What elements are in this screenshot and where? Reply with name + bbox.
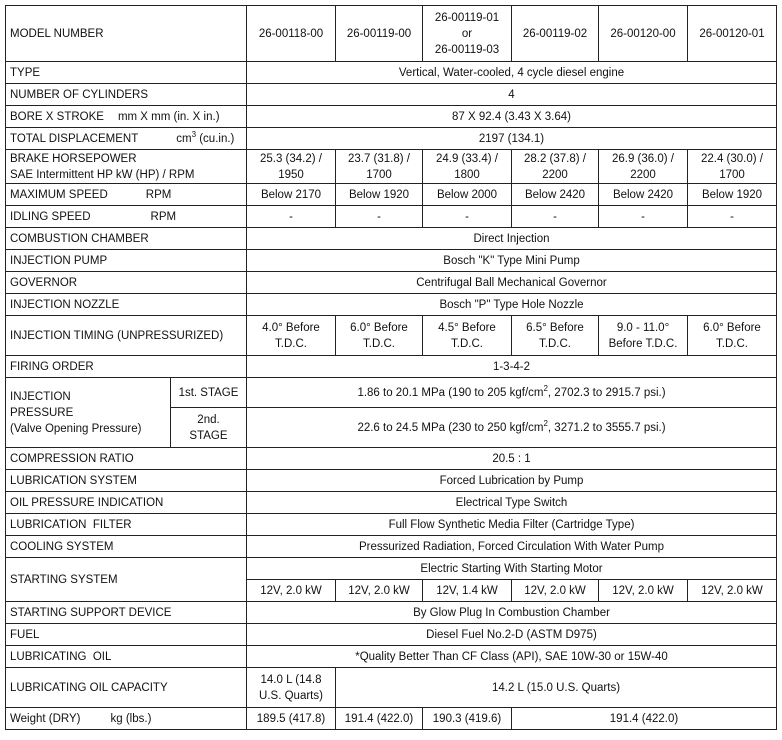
- starter-cell: 12V, 2.0 kW: [336, 580, 423, 602]
- row-type: [6, 62, 777, 84]
- row-value: Electric Starting With Starting Motor: [247, 558, 777, 580]
- row-injection-pressure-1: [6, 378, 777, 408]
- starter-cell: 12V, 2.0 kW: [688, 580, 777, 602]
- row-value: 4: [247, 84, 777, 106]
- speed-cell: Below 2420: [512, 184, 599, 206]
- stage-label: 2nd. STAGE: [171, 408, 247, 448]
- row-injection-pump: [6, 250, 777, 272]
- label-text: Weight (DRY): [10, 712, 81, 725]
- row-value: Centrifugal Ball Mechanical Governor: [247, 272, 777, 294]
- row-value: [247, 378, 777, 408]
- hp-cell: 26.9 (36.0) / 2200: [599, 150, 688, 184]
- unit-text: mm X mm (in. X in.): [117, 110, 220, 123]
- row-lubrication: [6, 470, 777, 492]
- row-label: INJECTION NOZZLE: [6, 294, 247, 316]
- label-text: TOTAL DISPLACEMENT: [10, 132, 139, 145]
- row-value: Bosch "P" Type Hole Nozzle: [247, 294, 777, 316]
- row-label: LUBRICATING OIL: [6, 646, 247, 668]
- starter-cell: 12V, 1.4 kW: [423, 580, 512, 602]
- value-pre: 1.86 to 20.1 MPa (190 to 205 kgf/cm: [357, 386, 544, 399]
- row-value: Direct Injection: [247, 228, 777, 250]
- timing-cell: 6.0° Before T.D.C.: [336, 316, 423, 356]
- row-label: COMPRESSION RATIO: [6, 448, 247, 470]
- model-cell: 26-00119-02: [512, 6, 599, 62]
- value-sup: 2: [543, 383, 548, 393]
- hp-cell: 22.4 (30.0) / 1700: [688, 150, 777, 184]
- unit-sup: 3: [191, 129, 197, 139]
- label-text: IDLING SPEED: [10, 210, 91, 223]
- hp-cell: 25.3 (34.2) / 1950: [247, 150, 336, 184]
- speed-cell: Below 2420: [599, 184, 688, 206]
- row-max-speed: [6, 184, 777, 206]
- row-value: Electrical Type Switch: [247, 492, 777, 514]
- value-sup: 2: [543, 418, 548, 428]
- row-label: STARTING SYSTEM: [6, 558, 247, 602]
- row-label: COMBUSTION CHAMBER: [6, 228, 247, 250]
- row-filter: [6, 514, 777, 536]
- row-value: Bosch "K" Type Mini Pump: [247, 250, 777, 272]
- row-injection-timing: [6, 316, 777, 356]
- hp-cell: 28.2 (37.8) / 2200: [512, 150, 599, 184]
- row-label: MODEL NUMBER: [6, 6, 247, 62]
- row-starting-support: [6, 602, 777, 624]
- row-value: [247, 408, 777, 448]
- weight-cell: 191.4 (422.0): [336, 708, 423, 730]
- row-fuel: [6, 624, 777, 646]
- row-governor: [6, 272, 777, 294]
- row-firing-order: [6, 356, 777, 378]
- row-weight: [6, 708, 777, 730]
- unit-post: (cu.in.): [196, 132, 235, 145]
- row-value: *Quality Better Than CF Class (API), SAE 10W-30 or 15W-40: [247, 646, 777, 668]
- row-label: INJECTION TIMING (UNPRESSURIZED): [6, 316, 247, 356]
- timing-cell: 6.5° Before T.D.C.: [512, 316, 599, 356]
- row-injection-nozzle: [6, 294, 777, 316]
- starter-cell: 12V, 2.0 kW: [599, 580, 688, 602]
- unit-text: kg (lbs.): [110, 712, 152, 725]
- row-value: Diesel Fuel No.2-D (ASTM D975): [247, 624, 777, 646]
- speed-cell: Below 1920: [336, 184, 423, 206]
- row-oil-pressure: [6, 492, 777, 514]
- row-cooling: [6, 536, 777, 558]
- value-pre: 22.6 to 24.5 MPa (230 to 250 kgf/cm: [357, 421, 544, 434]
- row-compression: [6, 448, 777, 470]
- row-lubricating-oil: [6, 646, 777, 668]
- row-label: OIL PRESSURE INDICATION: [6, 492, 247, 514]
- row-label: LUBRICATING OIL CAPACITY: [6, 668, 247, 708]
- label-text: BORE X STROKE: [10, 110, 104, 123]
- spec-table: [5, 5, 777, 730]
- speed-cell: Below 2170: [247, 184, 336, 206]
- timing-cell: 9.0 - 11.0° Before T.D.C.: [599, 316, 688, 356]
- idle-cell: -: [688, 206, 777, 228]
- hp-cell: 23.7 (31.8) / 1700: [336, 150, 423, 184]
- model-cell: 26-00119-01 or 26-00119-03: [423, 6, 512, 62]
- unit-text: RPM: [150, 210, 177, 223]
- row-displacement: [6, 128, 777, 150]
- starter-cell: 12V, 2.0 kW: [247, 580, 336, 602]
- row-label: GOVERNOR: [6, 272, 247, 294]
- starter-cell: 12V, 2.0 kW: [512, 580, 599, 602]
- unit-pre: cm: [176, 132, 192, 145]
- row-cylinders: [6, 84, 777, 106]
- row-value: 1-3-4-2: [247, 356, 777, 378]
- weight-cell: 190.3 (419.6): [423, 708, 512, 730]
- row-horsepower: [6, 150, 777, 184]
- label-text: MAXIMUM SPEED: [10, 188, 108, 201]
- model-cell: 26-00118-00: [247, 6, 336, 62]
- idle-cell: -: [247, 206, 336, 228]
- row-idling-speed: [6, 206, 777, 228]
- row-label: LUBRICATION FILTER: [6, 514, 247, 536]
- row-value: Full Flow Synthetic Media Filter (Cartridge Type): [247, 514, 777, 536]
- row-label: FUEL: [6, 624, 247, 646]
- capacity-cell: 14.2 L (15.0 U.S. Quarts): [336, 668, 777, 708]
- value-post: , 3271.2 to 3555.7 psi.): [547, 421, 666, 434]
- row-value: Pressurized Radiation, Forced Circulation With Water Pump: [247, 536, 777, 558]
- row-label: COOLING SYSTEM: [6, 536, 247, 558]
- row-label: INJECTION PUMP: [6, 250, 247, 272]
- row-label: [6, 106, 247, 128]
- row-combustion: [6, 228, 777, 250]
- row-label: LUBRICATION SYSTEM: [6, 470, 247, 492]
- value-post: , 2702.3 to 2915.7 psi.): [547, 386, 666, 399]
- capacity-cell: 14.0 L (14.8 U.S. Quarts): [247, 668, 336, 708]
- row-model-number: [6, 6, 777, 62]
- speed-cell: Below 2000: [423, 184, 512, 206]
- row-oil-capacity: [6, 668, 777, 708]
- row-bore-stroke: [6, 106, 777, 128]
- row-label: NUMBER OF CYLINDERS: [6, 84, 247, 106]
- row-value: 20.5 : 1: [247, 448, 777, 470]
- row-label: BRAKE HORSEPOWER SAE Intermittent HP kW (HP) / RPM: [6, 150, 247, 184]
- row-value: Vertical, Water-cooled, 4 cycle diesel engine: [247, 62, 777, 84]
- row-value: 2197 (134.1): [247, 128, 777, 150]
- timing-cell: 4.5° Before T.D.C.: [423, 316, 512, 356]
- row-label: [6, 128, 247, 150]
- idle-cell: -: [599, 206, 688, 228]
- hp-cell: 24.9 (33.4) / 1800: [423, 150, 512, 184]
- speed-cell: Below 1920: [688, 184, 777, 206]
- timing-cell: 4.0° Before T.D.C.: [247, 316, 336, 356]
- idle-cell: -: [423, 206, 512, 228]
- row-label: TYPE: [6, 62, 247, 84]
- idle-cell: -: [336, 206, 423, 228]
- model-cell: 26-00120-01: [688, 6, 777, 62]
- unit-text: [176, 129, 235, 145]
- row-label: INJECTION PRESSURE (Valve Opening Pressure): [6, 378, 171, 448]
- row-label: STARTING SUPPORT DEVICE: [6, 602, 247, 624]
- stage-label: 1st. STAGE: [171, 378, 247, 408]
- row-value: Forced Lubrication by Pump: [247, 470, 777, 492]
- row-label: FIRING ORDER: [6, 356, 247, 378]
- row-label: [6, 184, 247, 206]
- row-value: By Glow Plug In Combustion Chamber: [247, 602, 777, 624]
- weight-cell: 189.5 (417.8): [247, 708, 336, 730]
- row-value: 87 X 92.4 (3.43 X 3.64): [247, 106, 777, 128]
- unit-text: RPM: [145, 188, 172, 201]
- idle-cell: -: [512, 206, 599, 228]
- row-starting-1: [6, 558, 777, 580]
- weight-cell: 191.4 (422.0): [512, 708, 777, 730]
- timing-cell: 6.0° Before T.D.C.: [688, 316, 777, 356]
- model-cell: 26-00119-00: [336, 6, 423, 62]
- model-cell: 26-00120-00: [599, 6, 688, 62]
- row-label: [6, 206, 247, 228]
- row-label: [6, 708, 247, 730]
